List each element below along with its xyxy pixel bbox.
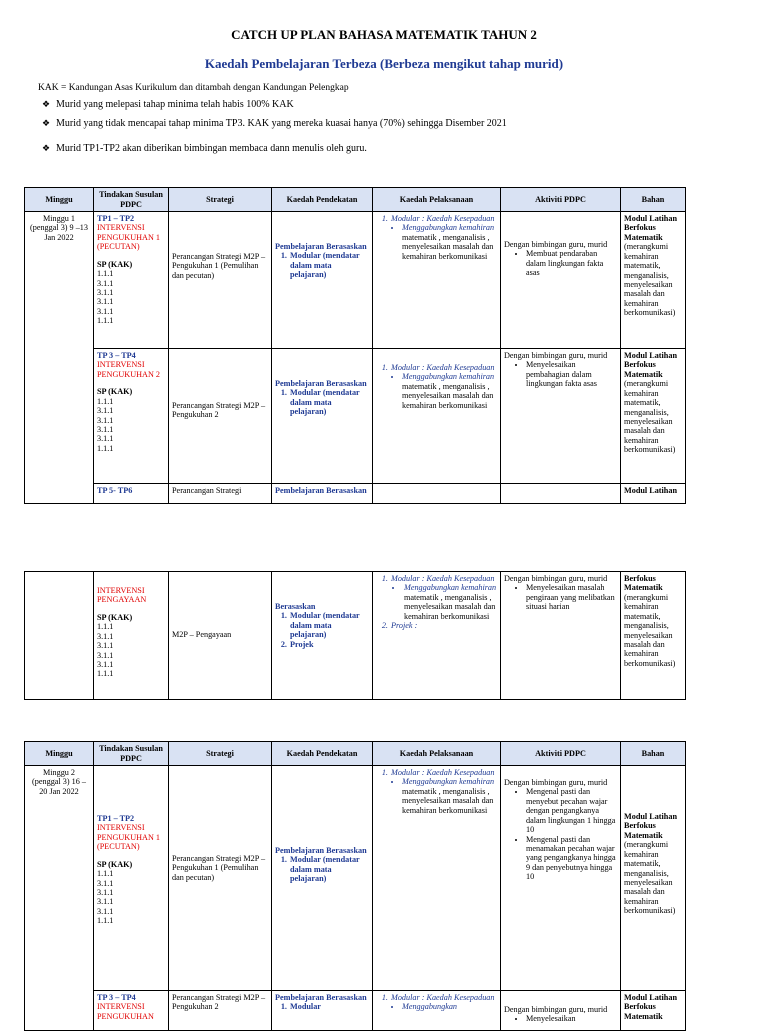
plan-table-week1 bbox=[24, 187, 686, 504]
table-row bbox=[25, 484, 686, 504]
implementation-cell bbox=[373, 484, 501, 504]
week-cell bbox=[25, 572, 94, 700]
approach-cell: Pembelajaran Berasaskan 1. Modular (mendatar dalam mata pelajaran) bbox=[272, 212, 373, 349]
activity-cell: Dengan bimbingan guru, murid • Menyelesaikan bbox=[501, 991, 621, 1031]
approach-cell: Pembelajaran Berasaskan bbox=[272, 484, 373, 504]
column-header: Aktiviti PDPC bbox=[501, 742, 621, 766]
strategy-cell: Perancangan Strategi M2P – Pengukuhan 2 bbox=[169, 991, 272, 1031]
diamond-bullet-icon: ❖ bbox=[42, 118, 51, 128]
followup-cell: TP 3 – TP4 INTERVENSI PENGUKUHAN bbox=[94, 991, 169, 1031]
diamond-bullet-icon: ❖ bbox=[42, 99, 51, 109]
approach-cell: Pembelajaran Berasaskan 1. Modular bbox=[272, 991, 373, 1031]
strategy-cell: Perancangan Strategi M2P – Pengukuhan 2 bbox=[169, 349, 272, 484]
diamond-bullet-icon: ❖ bbox=[42, 143, 51, 153]
column-header: Bahan bbox=[621, 188, 686, 212]
column-header: Aktiviti PDPC bbox=[501, 188, 621, 212]
column-header: Kaedah Pendekatan bbox=[272, 742, 373, 766]
followup-cell: TP 3 – TP4 INTERVENSI PENGUKUHAN 2 SP (KAK) 1.1.1 3.1.1 3.1.1 3.1.1 3.1.1 1.1.1 bbox=[94, 349, 169, 484]
material-cell: Modul Latihan Berfokus Matematik (merangkumi kemahiran matematik, menganalisis, menyelesaikan masalah dan kemahiran berkomunikasi) bbox=[621, 212, 686, 349]
strategy-cell: Perancangan Strategi M2P – Pengukuhan 1 (Pemulihan dan pecutan) bbox=[169, 212, 272, 349]
followup-cell: INTERVENSI PENGAYAAN SP (KAK) 1.1.1 3.1.1 3.1.1 3.1.1 3.1.1 1.1.1 bbox=[94, 572, 169, 700]
strategy-cell: M2P – Pengayaan bbox=[169, 572, 272, 700]
activity-cell: Dengan bimbingan guru, murid • Menyelesaikan masalah pengiraan yang melibatkan situasi harian bbox=[501, 572, 621, 700]
table-row bbox=[25, 572, 686, 700]
activity-cell bbox=[501, 484, 621, 504]
table-row bbox=[25, 991, 686, 1031]
table-row bbox=[25, 349, 686, 484]
week-cell: Minggu 1 (penggal 3) 9 –13 Jan 2022 bbox=[25, 212, 94, 504]
page-subtitle: Kaedah Pembelajaran Terbeza (Berbeza mengikut tahap murid) bbox=[204, 56, 564, 71]
kak-note: KAK = Kandungan Asas Kurikulum dan ditambah dengan Kandungan Pelengkap bbox=[38, 83, 349, 93]
list-item: ❖ Murid yang tidak mencapai tahap minima TP3. KAK yang mereka kuasai hanya (70%) sehingga Disember 2021 bbox=[42, 118, 507, 129]
followup-cell: TP1 – TP2 INTERVENSI PENGUKUHAN 1 (PECUTAN) SP (KAK) 1.1.1 3.1.1 3.1.1 3.1.1 3.1.1 1.1.1 bbox=[94, 212, 169, 349]
approach-cell: Berasaskan 1. Modular (mendatar dalam mata pelajaran) 2. Projek bbox=[272, 572, 373, 700]
table-row bbox=[25, 212, 686, 349]
column-header: Bahan bbox=[621, 742, 686, 766]
plan-table-enrichment bbox=[24, 571, 686, 700]
implementation-cell: 1. Modular : Kaedah Kesepaduan • Menggabungkan kemahiran matematik , menganalisis , menyelesaikan masalah dan kemahiran berkomunikasi 2. Projek : bbox=[373, 572, 501, 700]
followup-cell: TP 5- TP6 bbox=[94, 484, 169, 504]
implementation-cell: 1. Modular : Kaedah Kesepaduan • Menggabungkan kemahiran matematik , menganalisis , menyelesaikan masalah dan kemahiran berkomunikasi bbox=[373, 349, 501, 484]
plan-table-week2 bbox=[24, 741, 686, 1031]
activity-cell: Dengan bimbingan guru, murid • Mengenal pasti dan menyebut pecahan wajar dengan pengangkanya dalam lingkungan 1 hingga 10 • Mengenal pasti dan menamakan pecahan wajar yang pengangkanya hingga 9 dan penyebutnya hingga 10 bbox=[501, 766, 621, 991]
column-header: Tindakan Susulan PDPC bbox=[94, 188, 169, 212]
list-item: ❖ Murid TP1-TP2 akan diberikan bimbingan membaca dann menulis oleh guru. bbox=[42, 143, 367, 154]
implementation-cell: 1. Modular : Kaedah Kesepaduan • Menggabungkan kemahiran matematik , menganalisis , menyelesaikan masalah dan kemahiran berkomunikasi bbox=[373, 766, 501, 991]
column-header: Minggu bbox=[25, 188, 94, 212]
approach-cell: Pembelajaran Berasaskan 1. Modular (mendatar dalam mata pelajaran) bbox=[272, 766, 373, 991]
material-cell: Modul Latihan Berfokus Matematik (merangkumi kemahiran matematik, menganalisis, menyelesaikan masalah dan kemahiran berkomunikasi) bbox=[621, 349, 686, 484]
followup-cell: TP1 – TP2 INTERVENSI PENGUKUHAN 1 (PECUTAN) SP (KAK) 1.1.1 3.1.1 3.1.1 3.1.1 3.1.1 1.1.1 bbox=[94, 766, 169, 991]
list-item: ❖ Murid yang melepasi tahap minima telah habis 100% KAK bbox=[42, 99, 294, 110]
column-header: Tindakan Susulan PDPC bbox=[94, 742, 169, 766]
strategy-cell: Perancangan Strategi bbox=[169, 484, 272, 504]
week-cell: Minggu 2 (penggal 3) 16 – 20 Jan 2022 bbox=[25, 766, 94, 1031]
column-header: Kaedah Pelaksanaan bbox=[373, 742, 501, 766]
column-header: Kaedah Pendekatan bbox=[272, 188, 373, 212]
strategy-cell: Perancangan Strategi M2P – Pengukuhan 1 (Pemulihan dan pecutan) bbox=[169, 766, 272, 991]
material-cell: Modul Latihan bbox=[621, 484, 686, 504]
table-row bbox=[25, 766, 686, 991]
material-cell: Berfokus Matematik (merangkumi kemahiran matematik, menganalisis, menyelesaikan masalah dan kemahiran berkomunikasi) bbox=[621, 572, 686, 700]
material-cell: Modul Latihan Berfokus Matematik bbox=[621, 991, 686, 1031]
material-cell: Modul Latihan Berfokus Matematik (merangkumi kemahiran matematik, menganalisis, menyelesaikan masalah dan kemahiran berkomunikasi) bbox=[621, 766, 686, 991]
criteria-list bbox=[42, 99, 507, 162]
column-header: Strategi bbox=[169, 742, 272, 766]
implementation-cell: 1. Modular : Kaedah Kesepaduan • Menggabungkan kemahiran matematik , menganalisis , menyelesaikan masalah dan kemahiran berkomunikasi bbox=[373, 212, 501, 349]
page-title: CATCH UP PLAN BAHASA MATEMATIK TAHUN 2 bbox=[231, 27, 537, 42]
implementation-cell: 1. Modular : Kaedah Kesepaduan • Menggabungkan bbox=[373, 991, 501, 1031]
column-header: Strategi bbox=[169, 188, 272, 212]
column-header: Minggu bbox=[25, 742, 94, 766]
activity-cell: Dengan bimbingan guru, murid • Menyelesaikan pembahagian dalam lingkungan fakta asas bbox=[501, 349, 621, 484]
approach-cell: Pembelajaran Berasaskan 1. Modular (mendatar dalam mata pelajaran) bbox=[272, 349, 373, 484]
column-header: Kaedah Pelaksanaan bbox=[373, 188, 501, 212]
activity-cell: Dengan bimbingan guru, murid • Membuat pendaraban dalam lingkungan fakta asas bbox=[501, 212, 621, 349]
